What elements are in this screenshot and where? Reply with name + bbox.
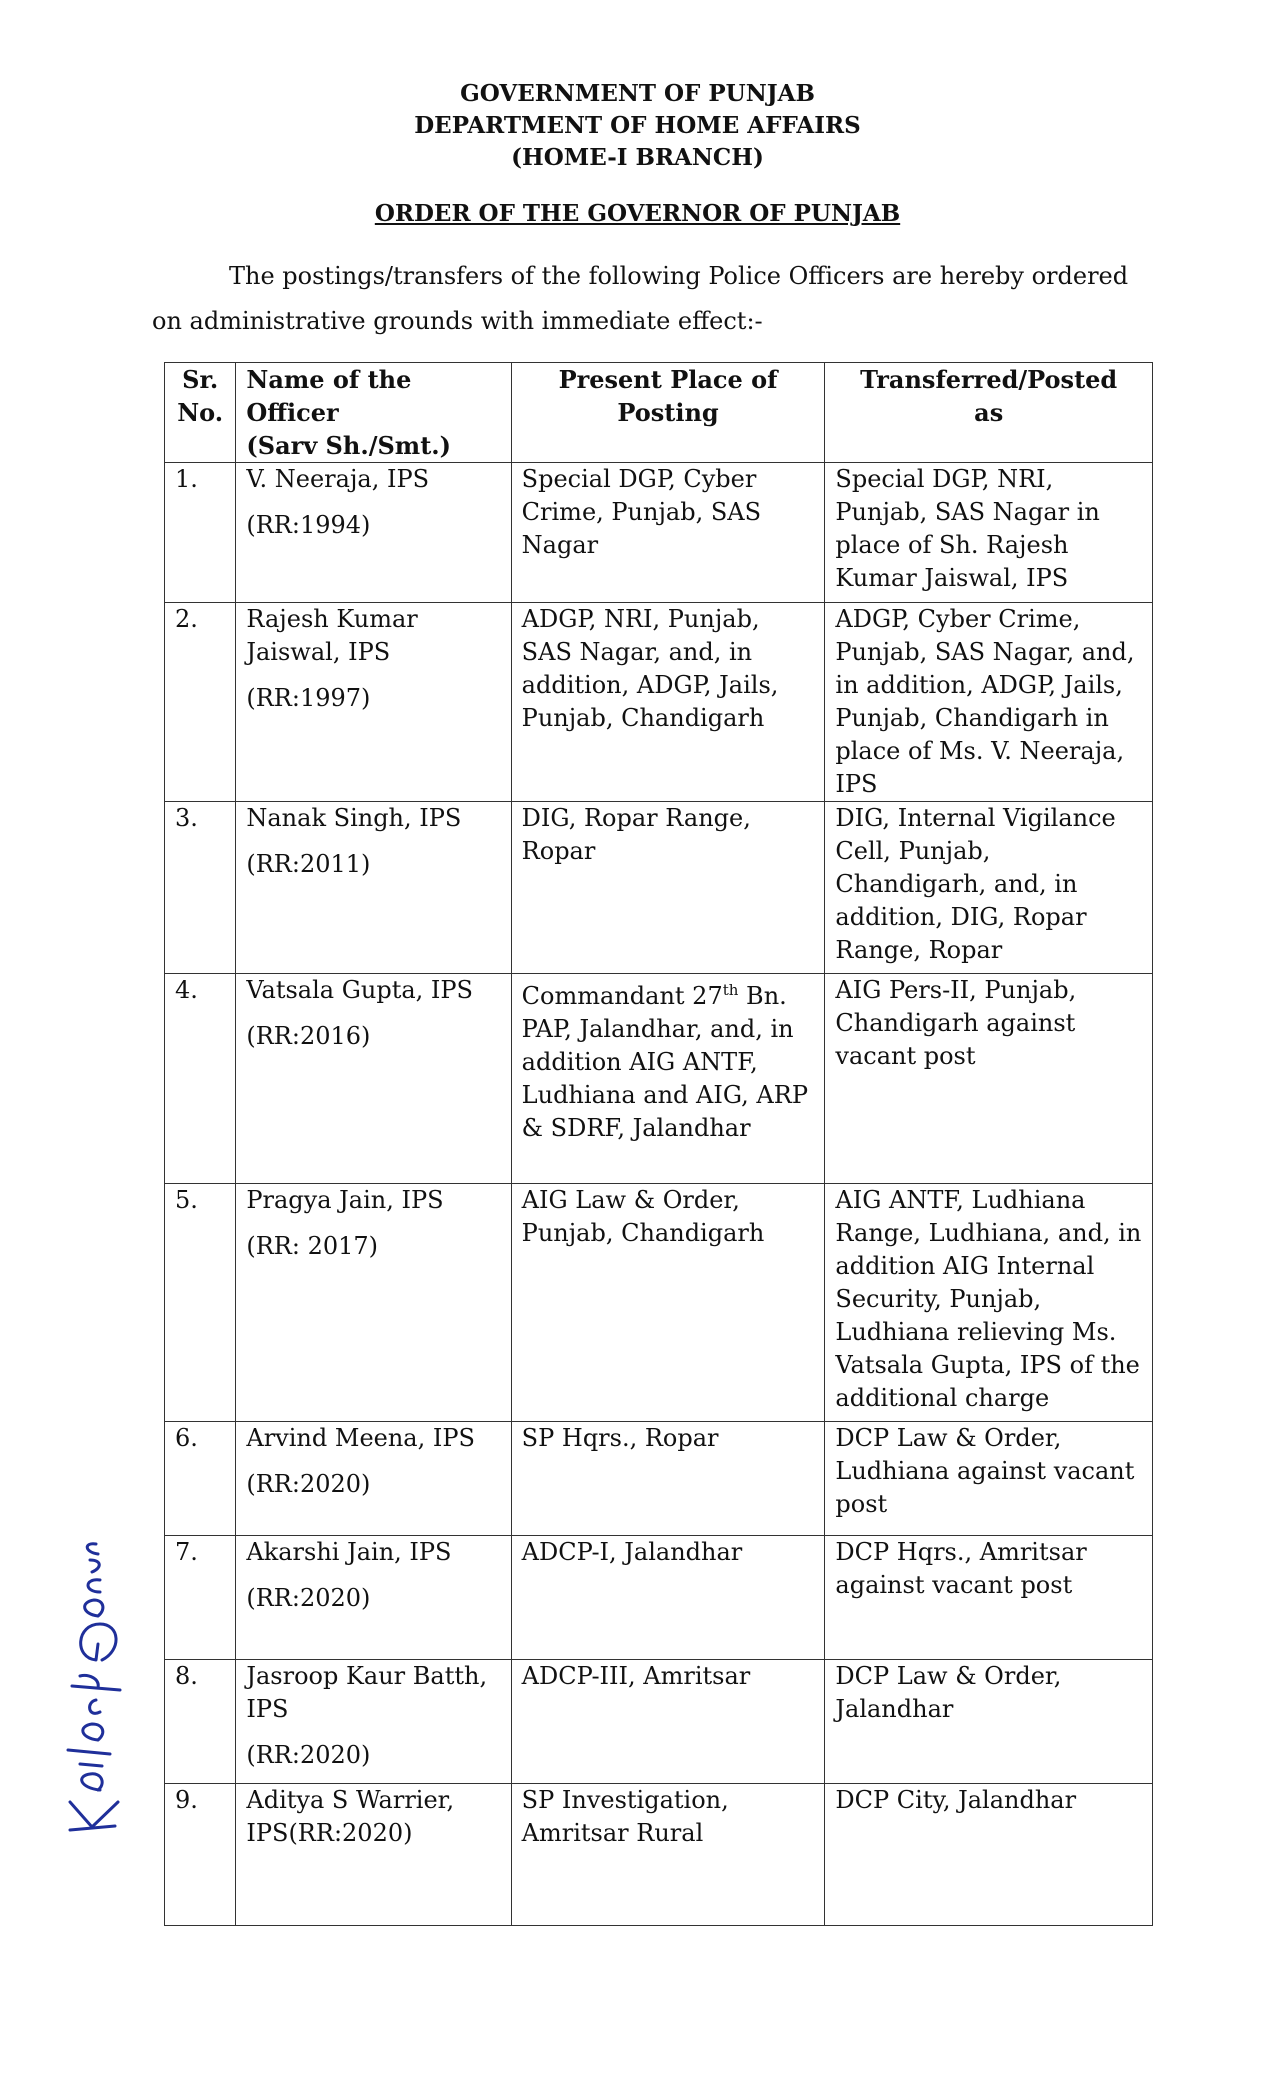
- header-line-government: GOVERNMENT OF PUNJAB: [460, 80, 815, 107]
- cell-present-posting: SP Investigation, Amritsar Rural: [511, 1784, 825, 1926]
- document-header: [0, 78, 1275, 174]
- table-row: [165, 974, 1153, 1184]
- cell-present-posting: ADCP-III, Amritsar: [511, 1660, 825, 1784]
- officer-name: Nanak Singh, IPS: [246, 804, 462, 832]
- table-row: [165, 463, 1153, 603]
- header-line-department: DEPARTMENT OF HOME AFFAIRS: [414, 112, 861, 139]
- officer-batch: (RR:2020): [246, 1470, 371, 1498]
- order-title: ORDER OF THE GOVERNOR OF PUNJAB: [374, 200, 901, 227]
- cell-officer-name: [236, 1422, 511, 1536]
- cell-sr-no: 4.: [165, 974, 236, 1184]
- cell-present-posting: ADCP-I, Jalandhar: [511, 1536, 825, 1660]
- cell-officer-name: [236, 1184, 511, 1422]
- table-row: [165, 603, 1153, 802]
- table-row: [165, 1184, 1153, 1422]
- header-transferred-as: Transferred/Posted as: [825, 363, 1153, 463]
- table-row: [165, 1536, 1153, 1660]
- officer-batch: (RR:2020): [246, 1584, 371, 1612]
- intro-paragraph: The postings/transfers of the following Police Officers are hereby ordered on administrative grounds with immediate effect:-: [152, 262, 1129, 335]
- cell-transferred-as: DCP Law & Order, Ludhiana against vacant post: [825, 1422, 1153, 1536]
- table-header-row: [165, 363, 1153, 463]
- cell-present-posting: ADGP, NRI, Punjab, SAS Nagar, and, in addition, ADGP, Jails, Punjab, Chandigarh: [511, 603, 825, 802]
- cell-officer-name: [236, 603, 511, 802]
- cell-transferred-as: ADGP, Cyber Crime, Punjab, SAS Nagar, and, in addition, ADGP, Jails, Punjab, Chandigarh in place of Ms. V. Neeraja, IPS: [825, 603, 1153, 802]
- cell-sr-no: 7.: [165, 1536, 236, 1660]
- officer-name: V. Neeraja, IPS: [246, 465, 430, 493]
- officer-batch: (RR:2016): [246, 1022, 371, 1050]
- table-row: [165, 1422, 1153, 1536]
- officer-name: Aditya S Warrier, IPS(RR:2020): [246, 1786, 455, 1847]
- cell-transferred-as: AIG ANTF, Ludhiana Range, Ludhiana, and, in addition AIG Internal Security, Punjab, Ludhiana relieving Ms. Vatsala Gupta, IPS of the additional charge: [825, 1184, 1153, 1422]
- officer-name: Arvind Meena, IPS: [246, 1424, 475, 1452]
- cell-present-posting: SP Hqrs., Ropar: [511, 1422, 825, 1536]
- officer-batch: (RR:2011): [246, 850, 371, 878]
- cell-sr-no: 3.: [165, 802, 236, 974]
- cell-sr-no: 9.: [165, 1784, 236, 1926]
- cell-present-posting: Commandant 27th Bn. PAP, Jalandhar, and, in addition AIG ANTF, Ludhiana and AIG, ARP & SDRF, Jalandhar: [511, 974, 825, 1184]
- cell-present-posting: Special DGP, Cyber Crime, Punjab, SAS Nagar: [511, 463, 825, 603]
- header-line-branch: (HOME-I BRANCH): [511, 144, 764, 171]
- signature-image: [40, 1540, 140, 1840]
- officer-batch: (RR:2020): [246, 1741, 371, 1769]
- header-officer-name: Name of the Officer (Sarv Sh./Smt.): [236, 363, 511, 463]
- cell-present-posting: AIG Law & Order, Punjab, Chandigarh: [511, 1184, 825, 1422]
- cell-sr-no: 1.: [165, 463, 236, 603]
- table-row: [165, 1784, 1153, 1926]
- cell-transferred-as: DCP Hqrs., Amritsar against vacant post: [825, 1536, 1153, 1660]
- cell-officer-name: [236, 974, 511, 1184]
- header-present-posting: Present Place of Posting: [511, 363, 825, 463]
- officer-name: Rajesh Kumar Jaiswal, IPS: [246, 605, 418, 666]
- cell-officer-name: [236, 1660, 511, 1784]
- cell-sr-no: 8.: [165, 1660, 236, 1784]
- cell-officer-name: [236, 463, 511, 603]
- officer-name: Pragya Jain, IPS: [246, 1186, 444, 1214]
- cell-transferred-as: Special DGP, NRI, Punjab, SAS Nagar in place of Sh. Rajesh Kumar Jaiswal, IPS: [825, 463, 1153, 603]
- table-row: [165, 802, 1153, 974]
- officer-batch: (RR:1994): [246, 511, 371, 539]
- officer-name: Vatsala Gupta, IPS: [246, 976, 473, 1004]
- cell-sr-no: 2.: [165, 603, 236, 802]
- table-row: [165, 1660, 1153, 1784]
- officer-name: Jasroop Kaur Batth, IPS: [246, 1662, 488, 1723]
- header-sr-no: Sr. No.: [165, 363, 236, 463]
- cell-transferred-as: DCP Law & Order, Jalandhar: [825, 1660, 1153, 1784]
- officer-batch: (RR:1997): [246, 684, 371, 712]
- cell-officer-name: [236, 1784, 511, 1926]
- cell-officer-name: [236, 1536, 511, 1660]
- cell-sr-no: 5.: [165, 1184, 236, 1422]
- cell-transferred-as: AIG Pers-II, Punjab, Chandigarh against vacant post: [825, 974, 1153, 1184]
- officer-batch: (RR: 2017): [246, 1232, 379, 1260]
- cell-sr-no: 6.: [165, 1422, 236, 1536]
- cell-transferred-as: DIG, Internal Vigilance Cell, Punjab, Chandigarh, and, in addition, DIG, Ropar Range, Ropar: [825, 802, 1153, 974]
- cell-transferred-as: DCP City, Jalandhar: [825, 1784, 1153, 1926]
- officer-name: Akarshi Jain, IPS: [246, 1538, 452, 1566]
- cell-officer-name: [236, 802, 511, 974]
- cell-present-posting: DIG, Ropar Range, Ropar: [511, 802, 825, 974]
- transfer-table: [164, 362, 1153, 1926]
